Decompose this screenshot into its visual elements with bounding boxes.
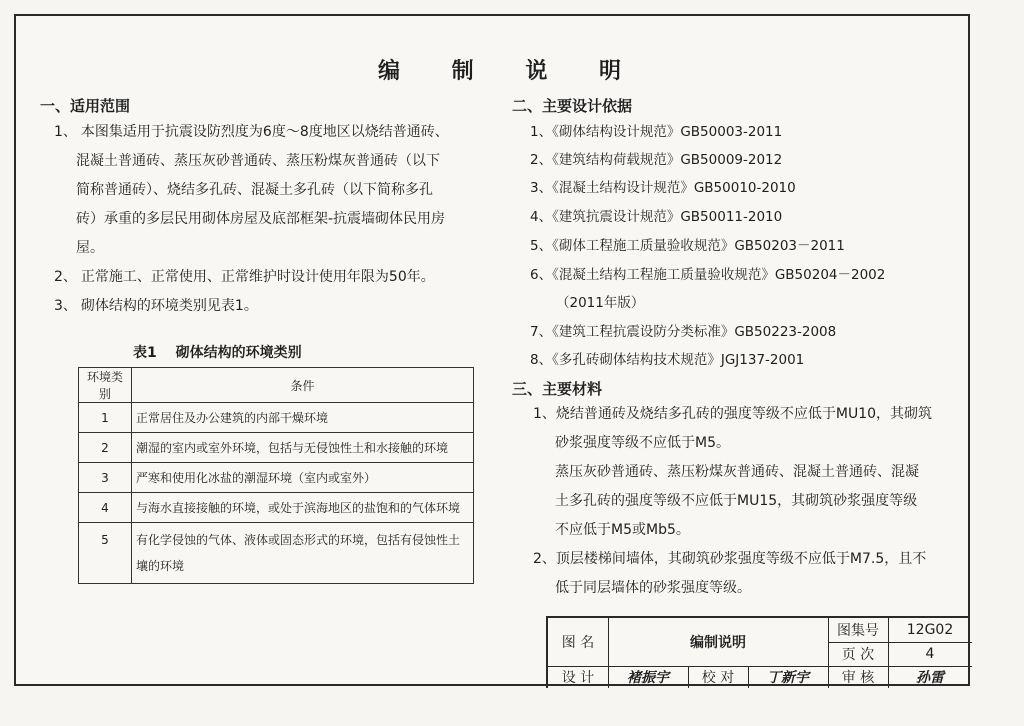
reference-item: 3、《混凝土结构设计规范》GB50010-2010	[530, 180, 796, 196]
line-text: 正常施工、正常使用、正常维护时设计使用年限为50年。	[80, 269, 435, 285]
page-number: 4	[925, 646, 935, 662]
col-header-category: 环境类别	[79, 368, 132, 403]
para-line: 1、烧结普通砖及烧结多孔砖的强度等级不应低于MU10，其砌筑	[533, 406, 933, 422]
cell-condition: 正常居住及办公建筑的内部干燥环境	[132, 403, 474, 433]
para-line: 混凝土普通砖、蒸压灰砂普通砖、蒸压粉煤灰普通砖（以下	[76, 153, 440, 169]
cell-condition: 有化学侵蚀的气体、液体或固态形式的环境，包括有侵蚀性土壤的环境	[132, 523, 474, 584]
drawing-name: 编制说明	[690, 635, 746, 651]
cell-category: 5	[79, 523, 132, 584]
para-line: 屋。	[76, 240, 104, 256]
reference-item: 4、《建筑抗震设计规范》GB50011-2010	[530, 209, 783, 225]
table-row	[79, 523, 474, 584]
line-text: 本图集适用于抗震设防烈度为6度～8度地区以烧结普通砖、	[80, 124, 449, 140]
cell-category: 3	[79, 463, 132, 493]
table-caption: 表1 砌体结构的环境类别	[133, 345, 302, 361]
page-title: 编 制 说 明	[378, 59, 643, 84]
para-line: 砖）承重的多层民用砌体房屋及底部框架-抗震墙砌体民用房	[76, 211, 446, 227]
cell-condition: 潮湿的室内或室外环境，包括与无侵蚀性土和水接触的环境	[132, 433, 474, 463]
atlas-no: 12G02	[906, 622, 954, 638]
cell-category: 4	[79, 493, 132, 523]
atlas-no-label: 图集号	[837, 623, 879, 639]
check-signature: 丁新宇	[767, 670, 809, 686]
review-signature: 孙雷	[916, 670, 944, 686]
cell-condition: 严寒和使用化冰盐的潮湿环境（室内或室外）	[132, 463, 474, 493]
page-label: 页 次	[841, 647, 875, 663]
reference-item: 5、《砌体工程施工质量验收规范》GB50203－2011	[530, 238, 845, 254]
para-line: 简称普通砖）、烧结多孔砖、混凝土多孔砖（以下简称多孔	[76, 182, 433, 198]
para-line: 低于同层墙体的砂浆强度等级。	[555, 580, 751, 596]
cell-condition: 与海水直接接触的环境，或处于滨海地区的盐饱和的气体环境	[132, 493, 474, 523]
section1-heading: 一、适用范围	[40, 97, 131, 115]
section3-body	[533, 400, 963, 603]
table-row	[79, 433, 474, 463]
reference-item: 7、《建筑工程抗震设防分类标准》GB50223-2008	[530, 324, 837, 340]
para-line: 2、顶层楼梯间墙体，其砌筑砂浆强度等级不应低于M7.5，且不	[533, 551, 927, 567]
list-marker: 2、	[54, 269, 77, 285]
reference-item-note: （2011年版）	[556, 295, 645, 311]
section1-para-1	[54, 118, 484, 263]
table-row	[79, 403, 474, 433]
para-line: 砂浆强度等级不应低于M5。	[555, 435, 730, 451]
reference-item: 1、《砌体结构设计规范》GB50003-2011	[530, 124, 783, 140]
section3-heading: 三、主要材料	[512, 380, 603, 398]
para-line: 蒸压灰砂普通砖、蒸压粉煤灰普通砖、混凝土普通砖、混凝	[555, 464, 919, 480]
table-row	[79, 493, 474, 523]
design-label: 设 计	[561, 670, 595, 686]
environment-table	[78, 367, 474, 584]
cell-category: 2	[79, 433, 132, 463]
para-line	[54, 118, 484, 147]
col-header-condition: 条件	[132, 368, 474, 403]
list-marker: 3、	[54, 298, 77, 314]
list-marker: 1、	[54, 124, 77, 140]
section1-para-2	[54, 263, 494, 292]
drawing-name-label: 图 名	[561, 635, 595, 651]
reference-item: 2、《建筑结构荷载规范》GB50009-2012	[530, 152, 783, 168]
design-signature: 褚振宇	[627, 670, 669, 686]
table-row	[79, 463, 474, 493]
reference-item: 8、《多孔砖砌体结构技术规范》JGJ137-2001	[530, 352, 805, 368]
review-label: 审 核	[841, 670, 875, 686]
cell-category: 1	[79, 403, 132, 433]
check-label: 校 对	[701, 670, 735, 686]
reference-item: 6、《混凝土结构工程施工质量验收规范》GB50204－2002	[530, 267, 886, 283]
line-text: 砌体结构的环境类别见表1。	[80, 298, 258, 314]
para-line: 不应低于M5或Mb5。	[555, 522, 690, 538]
section2-heading: 二、主要设计依据	[512, 97, 633, 115]
para-line: 土多孔砖的强度等级不应低于MU15，其砌筑砂浆强度等级	[555, 493, 918, 509]
section1-para-3	[54, 292, 494, 321]
table-header-row	[79, 368, 474, 403]
title-block	[546, 616, 970, 688]
